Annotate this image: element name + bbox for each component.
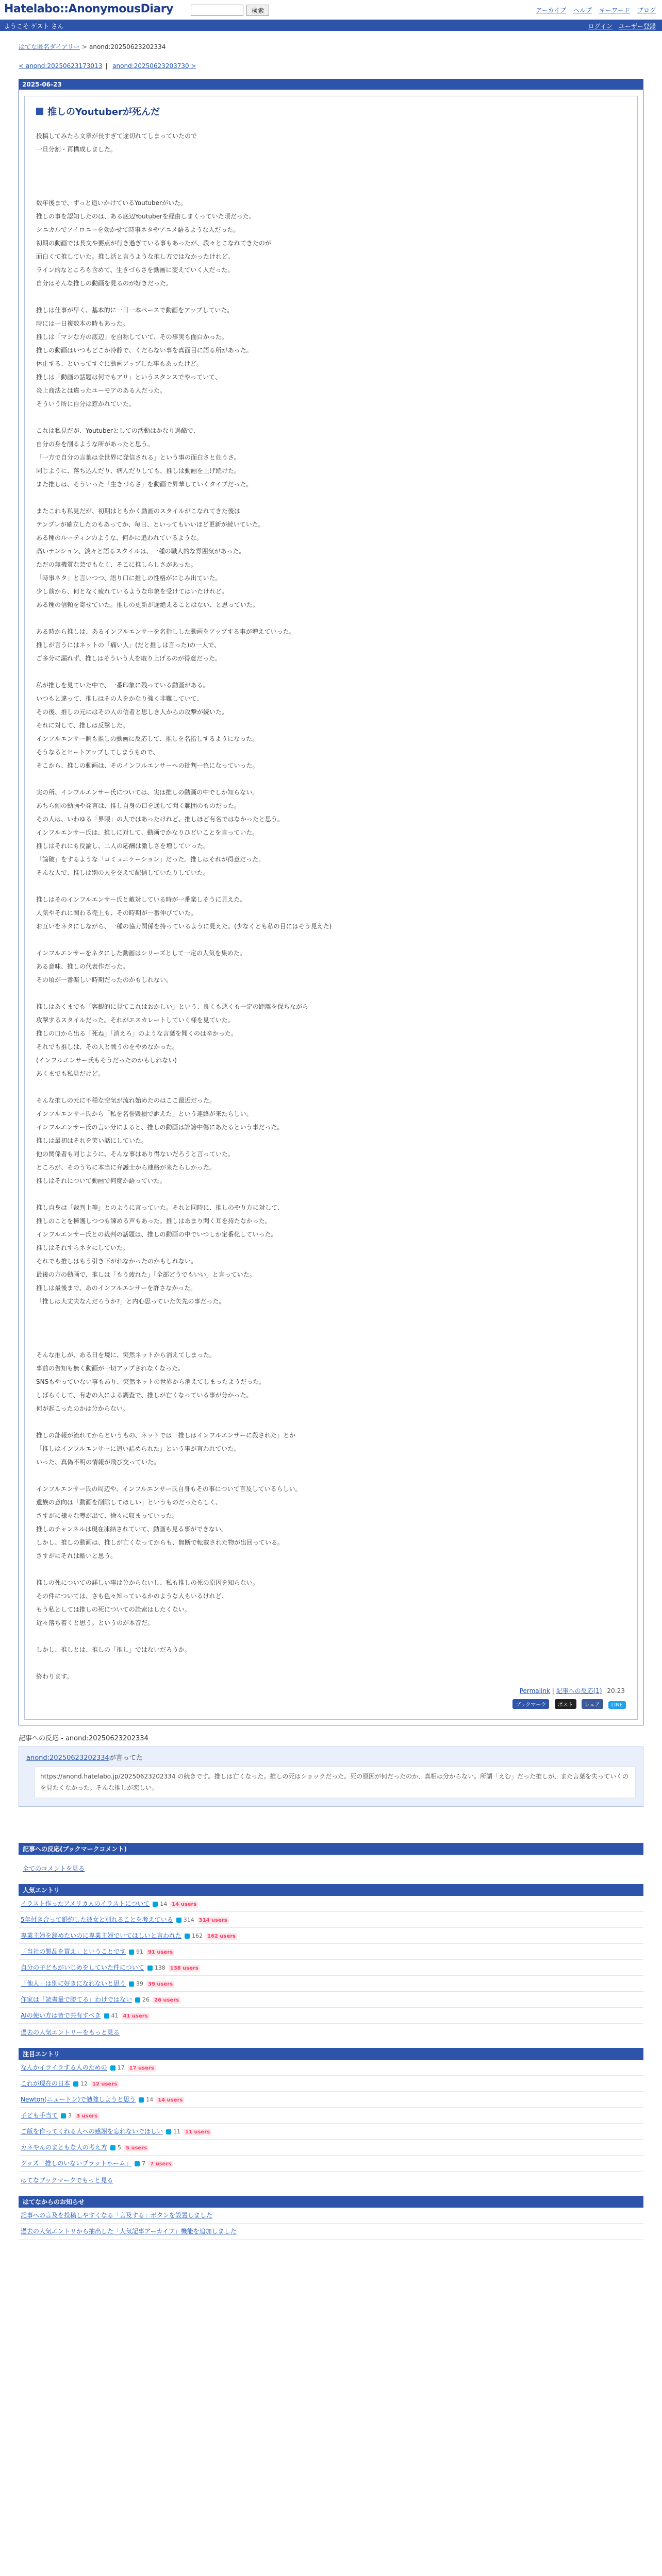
bookmark-count: 39 xyxy=(136,1980,144,1987)
users-badge[interactable]: 5 users xyxy=(124,2145,148,2151)
top-header xyxy=(0,0,662,20)
register-link[interactable]: ユーザー登録 xyxy=(618,23,656,30)
bookmark-icon xyxy=(104,2013,109,2019)
list-item xyxy=(19,1928,643,1944)
attention-head: 注目エントリ xyxy=(19,2048,643,2060)
entry-time: 20:23 xyxy=(607,1687,625,1694)
next-entry-link[interactable]: anond:20250623203730 > xyxy=(112,62,196,70)
pager-separator: | xyxy=(105,62,108,70)
list-item xyxy=(19,2224,643,2240)
entry-paragraph: 推しの訃報が流れてからというもの、ネットでは「推しはインフルエンサーに殺された」とか 「推しはインフルエンサーに追い詰められた」という事が言われていた。 いった、真偽不明の情報が飛び交っていた。 xyxy=(36,1432,296,1466)
list-item xyxy=(19,2060,643,2076)
list-item xyxy=(19,2108,643,2124)
users-badge[interactable]: 11 users xyxy=(184,2129,211,2136)
entry-paragraph: 実の所、インフルエンサー氏については、実は推しの動画の中でしか知らない。 あちら側の動画や発言は、推し自身の口を通して聞く範囲のものだった。 その人は、いわゆる「界隈」の人ではあったけれど、推しほど有名ではなかったと思う。 インフルエンサー氏は、推しに対して、動画でかなりひどいことを言っていた。 推しはそれにも反論し、二人の応酬は激しさを増していった。 「論破」をするような「コミュニケーション」だった。推しはそれが得意だった。 そんな人で、推しは別の人を交えて配信していたりしていた。 xyxy=(36,789,284,876)
post-button[interactable]: ポスト xyxy=(555,1699,576,1709)
bookmark-count: 17 xyxy=(117,2064,125,2071)
popular-list xyxy=(19,1896,643,2024)
list-item xyxy=(19,2076,643,2092)
list-item xyxy=(19,1992,643,2008)
bookmark-icon xyxy=(135,2161,140,2166)
permalink[interactable]: Permalink xyxy=(519,1687,550,1694)
attention-list xyxy=(19,2060,643,2172)
news-link[interactable]: 過去の人気エントリから抽出した「人気記事アーカイブ」機能を追加しました xyxy=(21,2228,237,2235)
entry-paragraph: 推しはそのインフルエンサー氏と敵対している時が一番楽しそうに見えた。 人気やそれに関わる売上も、その時期が一番伸びていた。 お互いをネタにしながら、一種の協力関係を持っているように見えた。(少なくとも私の目にはそう見えた) xyxy=(36,896,332,930)
entry-link[interactable]: 作家は「読書量で勝てる」わけではない xyxy=(21,1996,133,2003)
bookmark-icon xyxy=(129,1981,134,1987)
bookmark-count: 314 xyxy=(183,1917,194,1923)
entry-paragraph: またこれも私見だが、初期はともかく動画のスタイルがこなれてきた後は テンプレが確立したのもあってか、毎日、といってもいいほど更新が続いていた。 ある種のルーティンのような、何かに追われているような。 高いテンション、淡々と語るスタイルは、一種の職人的な雰囲気があった。 ただの無機質な芸でもなく、そこに推しらしさがあった。 「時事ネタ」と言いつつ、語り口に推しの性格がにじみ出ていた。 少し前から、何となく疲れているような印象を受けてはいたけれど。 ある種の信頼を寄せていた。推しの更新が途絶えることはない、と思っていた。 xyxy=(36,507,264,608)
breadcrumb-parent[interactable]: はてな匿名ダイアリー xyxy=(19,43,80,50)
bookmark-count: 11 xyxy=(173,2128,181,2135)
foot-separator: | xyxy=(552,1687,556,1694)
list-item xyxy=(19,1944,643,1960)
list-item xyxy=(19,2092,643,2108)
bookmark-count: 26 xyxy=(142,1996,150,2003)
entry-paragraph: ある時から推しは、あるインフルエンサーを名指しした動画をアップする事が増えていった。 推しが言うにはネットの「痛い人」(だと推しは言った)の一人で、 ご多分に漏れず、推しはそういう人を取り上げるのが得意だった。 xyxy=(36,628,295,662)
list-item xyxy=(19,1960,643,1976)
entry-link[interactable]: 「当社の製品を買え」ということです xyxy=(21,1948,126,1955)
bookmark-count: 162 xyxy=(192,1933,203,1939)
entry-paragraph: 数年後まで、ずっと追いかけているYoutuberがいた。 推しの事を認知したのは、ある底辺Youtuberを経由しまくっていた頃だった。 シニカルでアイロニーを効かせて時事ネタやアニメ語るような人だった。 初期の動画では長文や要点が行き過ぎている事もあったが、段々とこなれてきたのが 面白くて推していた。推し活と言うような推し方ではなかったけれど、 ライン的なところも含めて、生きづらさを動画に変えていく人だった。 自分はそんな推しの動画を見るのが好きだった。 xyxy=(36,199,271,287)
hatena-news-head: はてなからのお知らせ xyxy=(19,2196,643,2208)
news-link[interactable]: 記事への言及を投稿しやすくなる「言及する」ボタンを設置しました xyxy=(21,2212,213,2219)
list-item xyxy=(19,2156,643,2172)
top-links xyxy=(536,6,656,14)
entry-link[interactable]: 5年付き合って婚約した彼女と別れることを考えている xyxy=(21,1916,173,1923)
list-item xyxy=(19,2008,643,2024)
users-badge[interactable]: 314 users xyxy=(197,1917,229,1924)
entry-paragraph: これは私見だが、Youtuberとしての活動はかなり過酷で、 自分の身を削るような所があったと思う。 「一方で自分の言葉は全世界に発信される」という事の面白さと危うさ。 同じように、落ち込んだり、病んだりしても、推しは動画を上げ続けた。 また推しは、そういった「生きづらさ」を動画で昇華していくタイプだった。 xyxy=(36,427,253,488)
hatena-news-list xyxy=(19,2208,643,2240)
trackback-title: 記事への反応 - anond:20250623202334 xyxy=(19,1735,148,1742)
bookmark-icon xyxy=(61,2113,66,2119)
bookmark-icon xyxy=(147,1965,153,1971)
trackback-author-link[interactable]: anond:20250623202334 xyxy=(26,1754,109,1762)
entry-link[interactable]: 自分の子どもがいじめをしていた件について xyxy=(21,1964,144,1971)
main-content xyxy=(19,42,643,2240)
entry-paragraph: 推しはあくまでも「客観的に見てこれはおかしい」という、良くも悪くも一定の距離を保ちながら 攻撃するスタイルだった。それがエスカレートしていく様を見ていた。 推しの口から出る「死ね」「消えろ」のような言葉を聞くのは辛かった。 それでも推しは、その人と戦うのをやめなかった。 (インフルエンサー氏もそうだったのかもしれない) あくまでも私見だけど。 xyxy=(36,1003,309,1077)
entry-paragraph xyxy=(36,1321,626,1335)
entry-link[interactable]: Newton(ニュートン)で勉強しようと思う xyxy=(21,2096,136,2103)
list-item xyxy=(19,2208,643,2224)
bookmark-icon xyxy=(139,2097,144,2103)
bookmark-count: 14 xyxy=(146,2096,154,2103)
entry-body xyxy=(24,96,638,1720)
account-links xyxy=(588,22,656,30)
trackback-box xyxy=(19,1747,643,1807)
bookmark-icon xyxy=(110,2145,115,2150)
entry-paragraph: インフルエンサーをネタにした動画はシリーズとして一定の人気を集めた。 ある意味、推しの代表作だった。 その頃が一番楽しい時期だったのかもしれない。 xyxy=(36,950,246,984)
bookmark-count: 91 xyxy=(136,1948,144,1955)
entry-link[interactable]: 子ども手当て xyxy=(21,2112,58,2119)
bookmark-count: 3 xyxy=(68,2112,72,2119)
bookmark-icon xyxy=(185,1934,190,1939)
entry-paragraph: 推しの死についての詳しい事は分からないし、私も推しの死の原因を知らない。 その件については、さも色々知っているかのような人もいるけれど、 もう私としては推しの死についての詮索はしたくない。 近々落ち着くと思う。というのが本音だ。 xyxy=(36,1579,259,1626)
blog-link[interactable]: ブログ xyxy=(637,7,656,14)
bookmark-count: 5 xyxy=(118,2144,122,2151)
users-badge[interactable]: 91 users xyxy=(146,1949,174,1956)
users-badge[interactable]: 26 users xyxy=(153,1997,180,2004)
breadcrumb-current: anond:20250623202334 xyxy=(89,43,166,50)
entry-link[interactable]: なんかイライラする人のための xyxy=(21,2064,107,2071)
entry-link[interactable]: 専業主婦を辞めたいのに専業主婦でいてほしいと言われた xyxy=(21,1932,182,1939)
facebook-share-button[interactable]: シェア xyxy=(582,1699,603,1709)
list-item xyxy=(19,2124,643,2140)
users-badge[interactable]: 3 users xyxy=(75,2113,99,2120)
day-section xyxy=(19,79,643,1725)
search-input[interactable] xyxy=(191,5,243,16)
search-button[interactable]: 検索 xyxy=(246,5,269,16)
users-badge[interactable]: 39 users xyxy=(146,1981,174,1988)
users-badge[interactable]: 7 users xyxy=(148,2161,173,2167)
entry-footer xyxy=(36,1686,626,1695)
users-badge[interactable]: 138 users xyxy=(169,1965,200,1972)
day-date: 2025-06-23 xyxy=(19,79,643,90)
entry-paragraph: 推し自身は「裁判上等」とのように言っていた。それと同時に、推しのやり方に対して、 推しのことを擁護しつつも諫める声もあった。推しはあまり聞く耳を持たなかった。 インフルエンサー氏との裁判の話題は、推しの動画の中でいつしか定番化していった。 推しはそれすらネタにしていた。 それでも推しはもう引き下がれなかったのかもしれない。 最後の方の動画で、推しは「もう疲れた」「全部どうでもいい」と言っていた。 推しは最後まで、あのインフルエンサーを許さなかった。 「推しは大丈夫なんだろうか?」と内心思っていた矢先の事だった。 xyxy=(36,1204,284,1305)
breadcrumb-separator: > xyxy=(81,43,87,50)
entry-link[interactable]: カネやんのまともな人の考え方 xyxy=(21,2144,108,2151)
bookmark-count: 12 xyxy=(80,2080,88,2087)
bookmark-count: 14 xyxy=(160,1901,168,1907)
prev-entry-link[interactable]: < anond:20250623173013 xyxy=(19,62,103,70)
breadcrumb xyxy=(19,42,643,51)
users-badge[interactable]: 41 users xyxy=(122,2013,150,2020)
entry-link[interactable]: グッズ「推しのいないプラットホーム」 xyxy=(21,2160,132,2167)
entry-paragraph: そんな推しが、ある日を境に、突然ネットから消えてしまった。 事前の告知も無く動画が一切アップされなくなった。 SNSもやっていない事もあり、突然ネットの世界から消えてしまったようだった。 しばらくして、有志の人による調査で、推しが亡くなっている事が分かった。 何が起こったのかは分からない。 xyxy=(36,1351,266,1412)
bookmark-icon xyxy=(135,1997,140,2003)
title-square-icon xyxy=(36,108,43,115)
line-share-button[interactable]: LINE xyxy=(608,1701,626,1709)
hatena-bookmark-button[interactable]: ブックマーク xyxy=(512,1699,549,1709)
bookmark-count: 41 xyxy=(111,2012,119,2019)
list-item xyxy=(19,1912,643,1928)
bookmark-icon xyxy=(166,2129,171,2134)
bookmark-count: 7 xyxy=(142,2160,146,2167)
entry-paragraph: そんな推しの元に不穏な空気が流れ始めたのはここ最近だった。 インフルエンサー氏から「私を名誉毀損で訴えた」という連絡が来たらしい。 インフルエンサー氏の言い分によると、推しの動画は誹謗中傷にあたるという事だった。 推しは最初はそれを笑い話にしていた。 他の関係者も同じように、そんな事はあり得ないだろうと言っていた。 ところが、そのうちに本当に弁護士から連絡が来たらしかった。 推しはそれについて動画で何度か語っていた。 xyxy=(36,1097,284,1184)
reactions-link[interactable]: 記事への反応(1) xyxy=(556,1687,602,1694)
trackback-body: https://anond.hatelabo.jp/20250623202334 の続きです。推しは亡くなった。推しの死はショックだった。死の原因が何だったのか、真相は分からない。所謂「えむ」だった推しが、また言葉を失っていくのを見たくなかった。そんな推しが恋しい。 xyxy=(35,1766,636,1798)
bookmark-icon xyxy=(176,1918,181,1923)
entry-paragraphs xyxy=(36,129,626,1683)
entry-paragraph: 投稿してみたら文章が長すぎて途切れてしまっていたので 一旦分割・再構成しました。 xyxy=(36,132,197,153)
users-badge[interactable]: 14 users xyxy=(156,2097,184,2104)
popular-head: 人気エントリ xyxy=(19,1884,643,1896)
entry-pager xyxy=(19,62,643,70)
trackback-author-suffix: が言ってた xyxy=(109,1754,143,1762)
bookmark-icon xyxy=(153,1902,158,1907)
popular-more-link[interactable]: 過去の人気エントリーをもっと見る xyxy=(21,2029,120,2036)
bookmark-icon xyxy=(73,2081,78,2087)
archive-link[interactable]: アーカイブ xyxy=(536,7,566,14)
keyword-link[interactable]: キーワード xyxy=(599,7,630,14)
sub-header xyxy=(0,20,662,31)
entry-title xyxy=(36,105,626,129)
trackback-head xyxy=(26,1752,636,1762)
attention-more-link[interactable]: はてなブックマークでもっと見る xyxy=(21,2177,113,2184)
login-link[interactable]: ログイン xyxy=(588,23,613,30)
bookmark-comments-head: 記事への反応(ブックマークコメント) xyxy=(19,1843,643,1855)
users-badge[interactable]: 17 users xyxy=(128,2065,156,2072)
entry-link[interactable]: これが現在の日本 xyxy=(21,2080,71,2087)
entry-paragraph: 推しは仕事が早く、基本的に一日一本ペースで動画をアップしていた。 時には一日複数本の時もあった。 推しは「マシな方の底辺」を自称していて、その事実も面白かった。 推しの動画はいつもどこか冷静で、くだらない事を真面目に語る所があった。 休止する、といってすぐに動画アップした事もあったけど。 推しは「動画の話題は何でもアリ」というスタンスでやっていて、 炎上商法とは違ったユーモアのある人だった。 そういう所に自分は惹かれていた。 xyxy=(36,307,253,408)
bookmark-count: 138 xyxy=(154,1964,166,1971)
entry-paragraph: 終わります。 xyxy=(36,1673,73,1680)
users-badge[interactable]: 12 users xyxy=(91,2081,119,2088)
all-comments-link[interactable]: 全てのコメントを見る xyxy=(23,1865,85,1872)
welcome-text: ようこそ ゲスト さん xyxy=(4,23,64,30)
list-item xyxy=(19,2140,643,2156)
users-badge[interactable]: 14 users xyxy=(170,1901,198,1908)
entry-link[interactable]: AIの使い方は皆で共有すべき xyxy=(21,2012,101,2019)
entry-title-text: 推しのYoutuberが死んだ xyxy=(47,107,160,117)
share-bar xyxy=(36,1699,626,1709)
entry-paragraph: しかし、推しとは、推しの「推し」ではないだろうか。 xyxy=(36,1646,191,1653)
entry-paragraph: 私が推しを見ていた中で、一番印象に残っている動画がある。 いつもと違って、推しはその人をかなり強く非難していて、 その後、推しの元にはその人の信者と思しき人からの攻撃が続いた。 それに対して、推しは反撃した。 インフルエンサー側も推しの動画に反応して、推しを名指しするようになった。 そうなるとヒートアップしてしまうもので、 そこから、推しの動画は、そのインフルエンサーへの批判一色になっていった。 xyxy=(36,682,259,769)
list-item xyxy=(19,1976,643,1992)
entry-link[interactable]: 「他人」は別に好きになれないと思う xyxy=(21,1980,126,1987)
users-badge[interactable]: 162 users xyxy=(206,1933,237,1940)
site-logo[interactable]: Hatelabo::AnonymousDiary xyxy=(4,3,173,15)
list-item xyxy=(19,1896,643,1912)
bookmark-icon xyxy=(110,2065,115,2071)
help-link[interactable]: ヘルプ xyxy=(573,7,592,14)
entry-paragraph xyxy=(36,170,626,183)
entry-link[interactable]: イラスト作ったアメリカ人のイラストについて xyxy=(21,1900,150,1907)
bookmark-icon xyxy=(129,1950,134,1955)
entry-paragraph: インフルエンサー氏の周辺や、インフルエンサー氏自身もその事について言及しているらしい。 遺族の意向は「動画を削除してほしい」というものだったらしく、 さすがに様々な噂が出て、徐々に収まっていった。 推しのチャンネルは現在凍結されていて、動画も見る事ができない。 しかし、推しの動画は、推しが亡くなってからも、無断で転載された物が出回っている。 さすがにそれは酷いと思う。 xyxy=(36,1485,302,1560)
entry-link[interactable]: ご飯を作ってくれる人への感謝を忘れないでほしい xyxy=(21,2128,163,2135)
